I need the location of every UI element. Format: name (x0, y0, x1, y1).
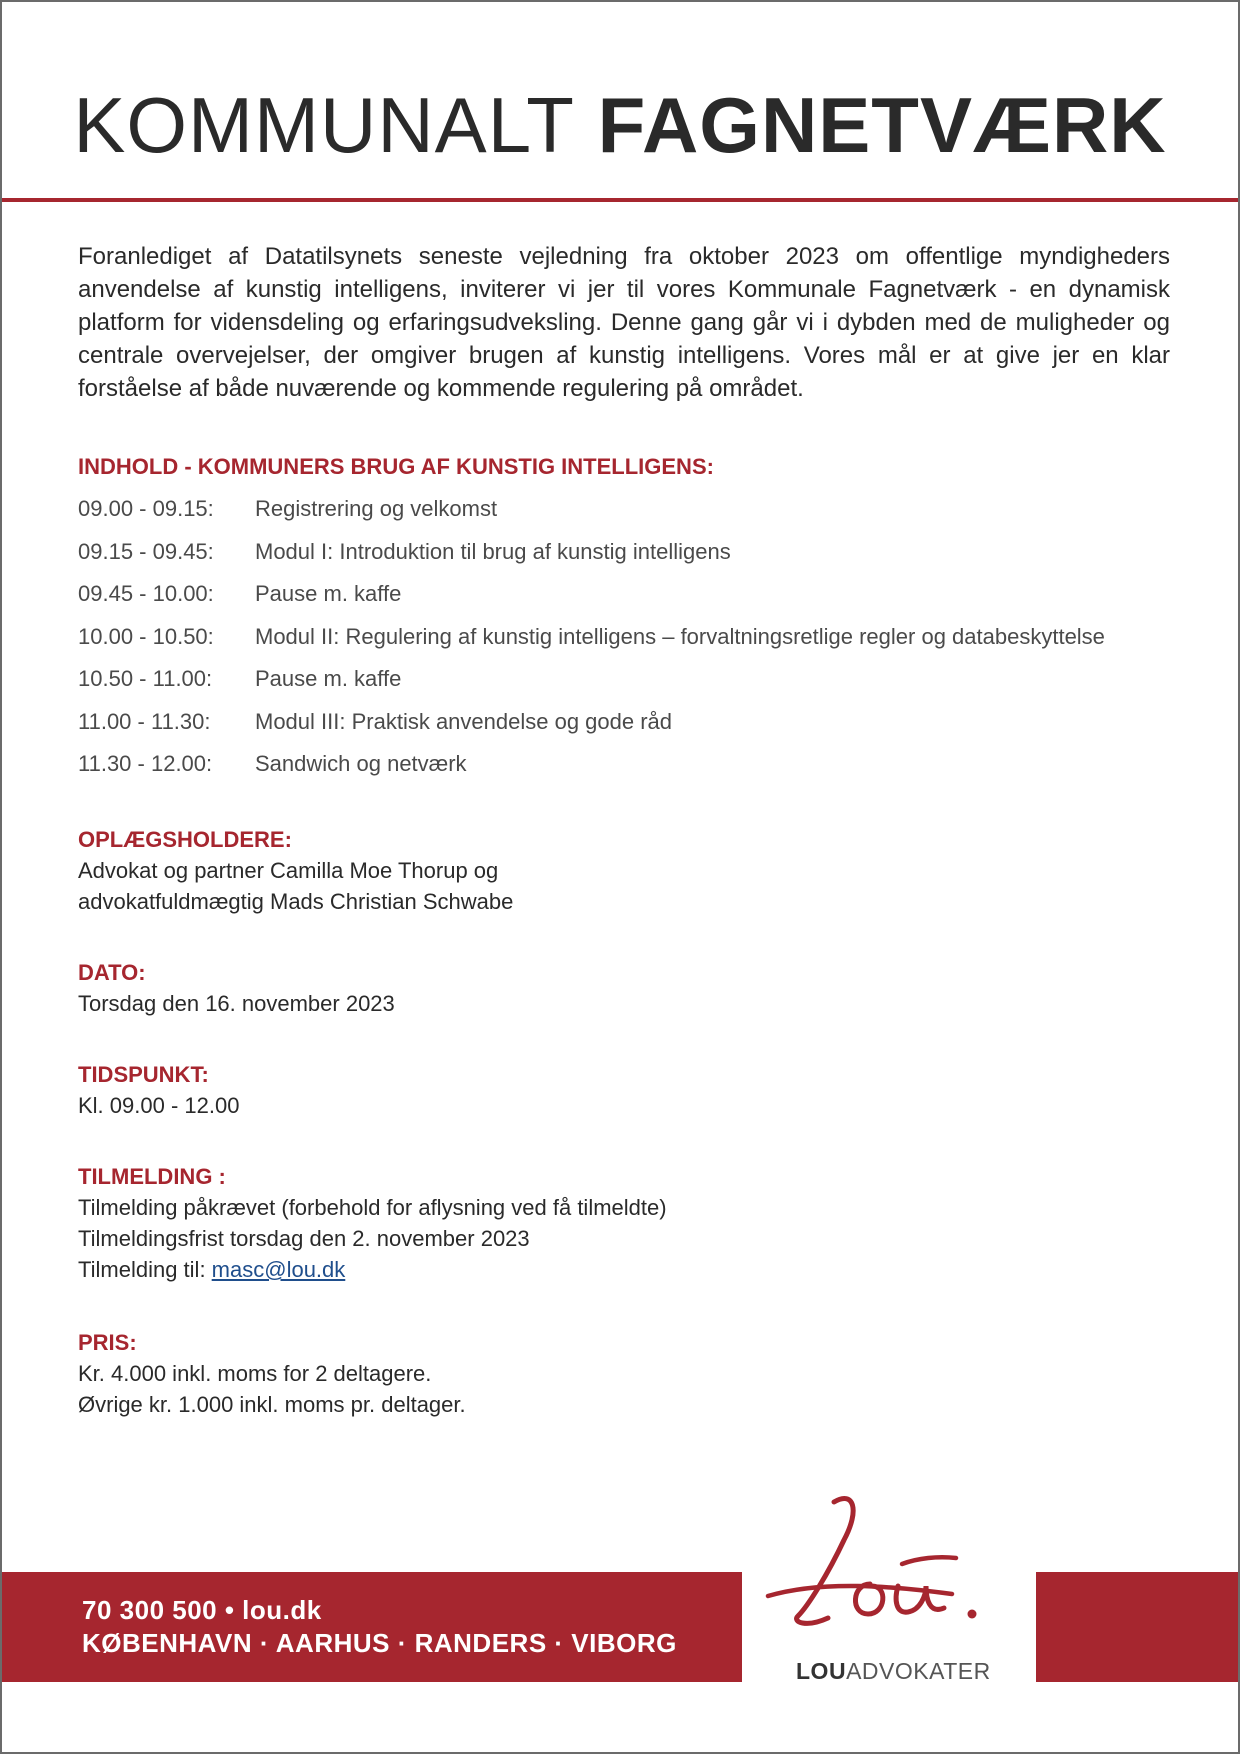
agenda-time: 09.45 - 10.00: (78, 581, 214, 606)
agenda-time: 09.15 - 09.45: (78, 538, 214, 564)
title-light: KOMMUNALT (73, 81, 575, 169)
agenda-row (78, 624, 1198, 667)
time-heading: TIDSPUNKT: (78, 1062, 209, 1087)
registration-heading: TILMELDING : (78, 1164, 226, 1189)
price-line: Øvrige kr. 1.000 inkl. moms pr. deltager. (78, 1392, 466, 1417)
speaker-line: advokatfuldmægtig Mads Christian Schwabe (78, 889, 514, 914)
date-value: Torsdag den 16. november 2023 (78, 991, 395, 1016)
registration-line: Tilmeldingsfrist torsdag den 2. november 2023 (78, 1226, 530, 1251)
footer-phone-web: 70 300 500 • lou.dk (82, 1595, 322, 1625)
agenda-heading: INDHOLD - KOMMUNERS BRUG AF KUNSTIG INTELLIGENS: (78, 454, 714, 479)
date-heading: DATO: (78, 960, 146, 985)
agenda-row (78, 581, 1198, 624)
footer-cities: KØBENHAVN · AARHUS · RANDERS · VIBORG (82, 1628, 677, 1658)
agenda-row (78, 751, 1198, 794)
title-divider (2, 198, 1238, 202)
time-value: Kl. 09.00 - 12.00 (78, 1093, 240, 1118)
registration-prefix: Tilmelding til: (78, 1257, 212, 1282)
agenda-list (78, 496, 1198, 794)
signature-logo-icon (762, 1488, 1022, 1638)
intro-paragraph: Foranlediget af Datatilsynets seneste vejledning fra oktober 2023 om offentlige myndigheders anvendelse af kunstig intelligens, inviterer vi jer til vores Kommunale Fagnetværk - en dynamisk platform for vidensdeling og erfaringsudveksling. Denne gang går vi i dybden med de muligheder og centrale overvejelser, der omgiver brugen af kunstig intelligens. Vores mål er at give jer en klar forståelse af både nuværende og kommende regulering på området. (78, 243, 1170, 402)
agenda-row (78, 666, 1198, 709)
registration-email-link[interactable]: masc@lou.dk (211, 1257, 346, 1282)
agenda-item: Modul I: Introduktion til brug af kunstig intelligens (255, 538, 731, 564)
title-bold: FAGNETVÆRK (597, 81, 1167, 169)
agenda-item: Modul II: Regulering af kunstig intelligens – forvaltningsretlige regler og databeskyttelse (255, 623, 1105, 649)
agenda-item: Pause m. kaffe (255, 666, 402, 691)
footer-band-right (1036, 1572, 1238, 1682)
registration-line (78, 1254, 667, 1285)
speakers-text (78, 855, 513, 917)
lou-logo (752, 1488, 1032, 1688)
logo-word-light: ADVOKATER (846, 1658, 991, 1684)
agenda-time: 11.30 - 12.00: (78, 751, 213, 776)
agenda-row (78, 539, 1198, 582)
logo-wordmark (796, 1658, 991, 1685)
agenda-time: 11.00 - 11.30: (78, 708, 211, 734)
agenda-item: Modul III: Praktisk anvendelse og gode råd (255, 708, 673, 734)
price-heading: PRIS: (78, 1330, 137, 1355)
agenda-row (78, 709, 1198, 752)
price-text (78, 1358, 466, 1420)
logo-word-bold: LOU (796, 1658, 847, 1684)
agenda-item: Sandwich og netværk (255, 751, 467, 776)
registration-text (78, 1192, 667, 1285)
agenda-item: Pause m. kaffe (255, 581, 402, 606)
speaker-line: Advokat og partner Camilla Moe Thorup og (78, 858, 499, 883)
agenda-row (78, 496, 1198, 539)
agenda-item: Registrering og velkomst (255, 496, 498, 521)
page-title (2, 80, 1238, 170)
agenda-time: 10.50 - 11.00: (78, 666, 213, 691)
agenda-time: 09.00 - 09.15: (78, 496, 214, 521)
price-line: Kr. 4.000 inkl. moms for 2 deltagere. (78, 1361, 432, 1386)
agenda-time: 10.00 - 10.50: (78, 623, 214, 649)
registration-line: Tilmelding påkrævet (forbehold for aflysning ved få tilmeldte) (78, 1195, 667, 1220)
footer-contact (82, 1594, 677, 1660)
speakers-heading: OPLÆGSHOLDERE: (78, 827, 292, 852)
